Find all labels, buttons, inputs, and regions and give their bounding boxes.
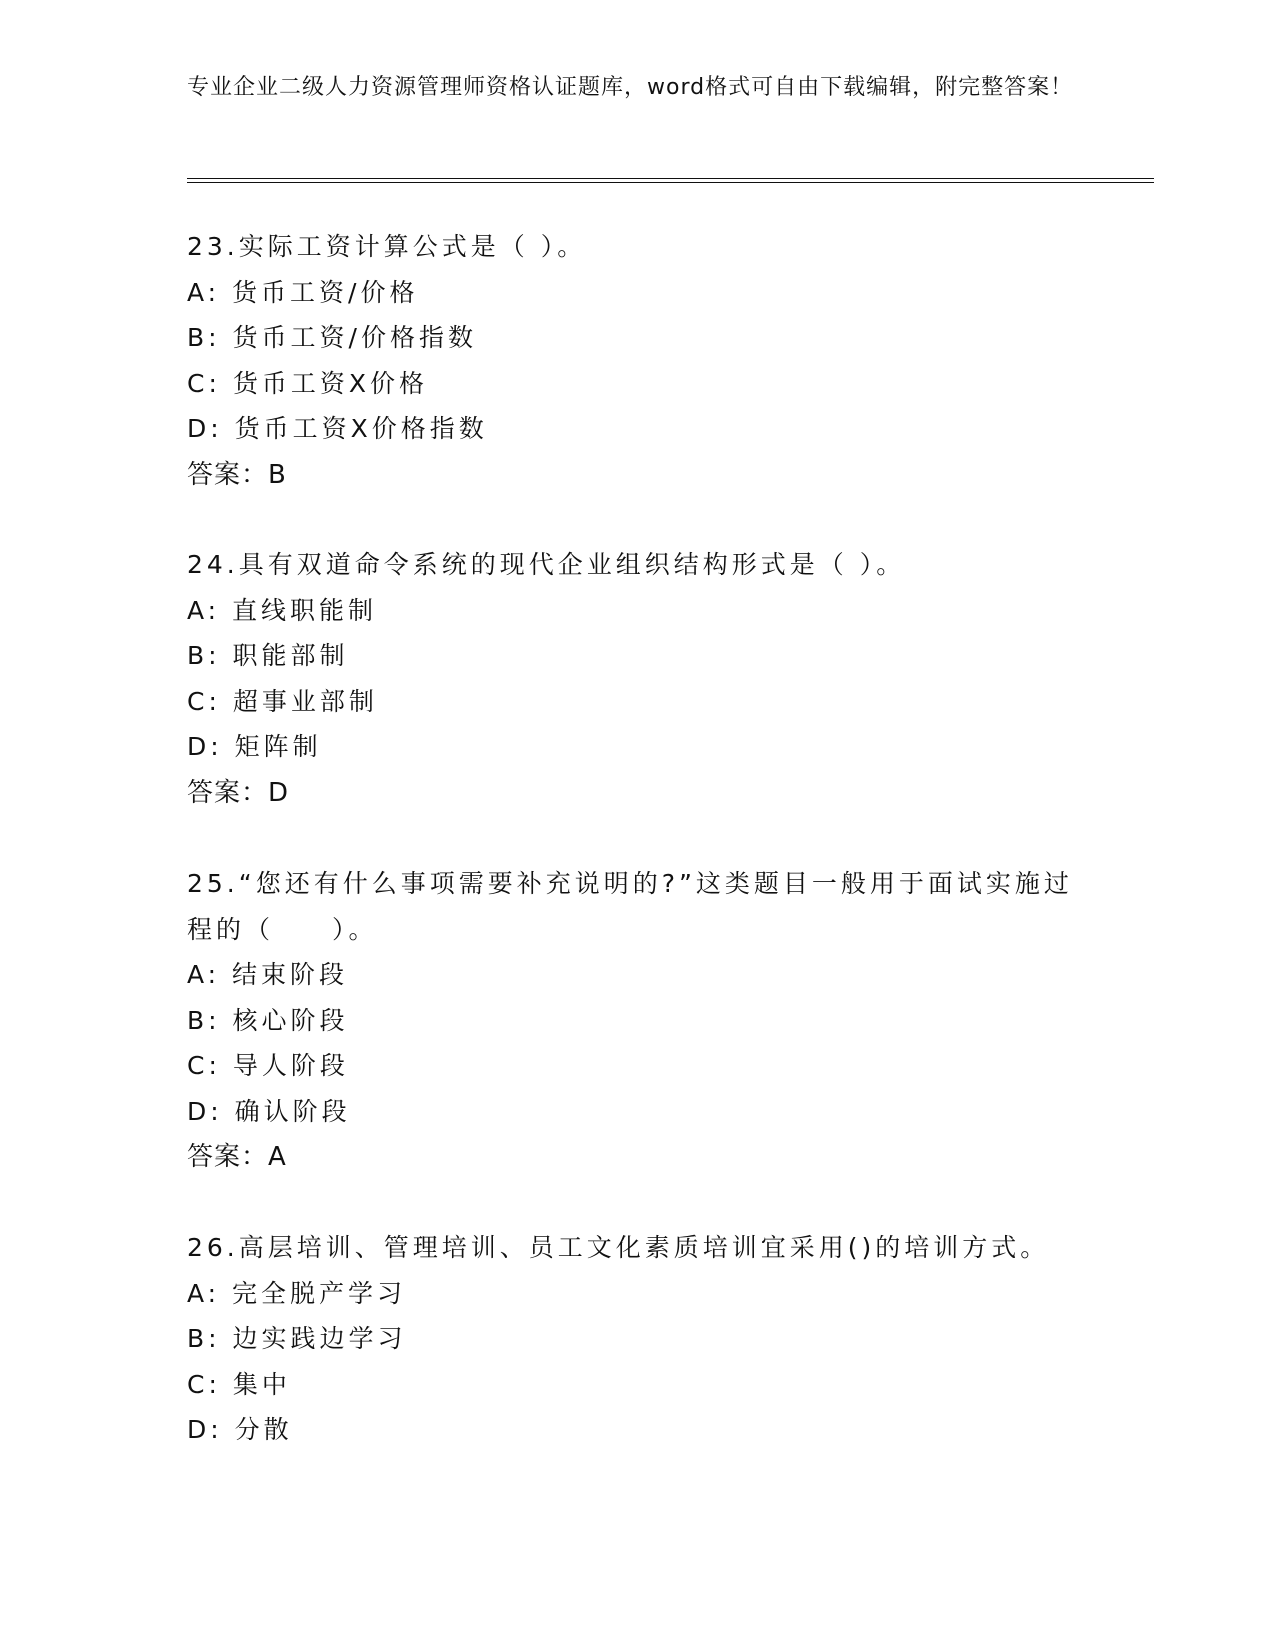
option-a: A: 完全脱产学习 [187, 1278, 407, 1308]
question-stem: 26.高层培训、管理培训、员工文化素质培训宜采用()的培训方式。 [187, 1233, 1050, 1262]
option-c: C: 货币工资X价格 [187, 368, 428, 398]
header-text: 专业企业二级人力资源管理师资格认证题库，word格式可自由下载编辑，附完整答案！ [187, 75, 1074, 100]
option-b: B: 职能部制 [187, 641, 349, 670]
option-b: B: 边实践边学习 [187, 1324, 407, 1353]
question-26 [187, 1225, 1087, 1453]
option-b: B: 货币工资/价格指数 [187, 323, 477, 352]
header-divider [187, 178, 1154, 183]
question-24 [187, 542, 1087, 816]
question-23 [187, 224, 1087, 498]
option-c: C: 导人阶段 [187, 1051, 349, 1080]
option-a: A: 直线职能制 [187, 595, 378, 625]
option-a: A: 结束阶段 [187, 960, 349, 989]
option-c: C: 集中 [187, 1369, 291, 1399]
option-c: C: 超事业部制 [187, 686, 378, 716]
question-stem: 25.“您还有什么事项需要补充说明的?”这类题目一般用于面试实施过程的（ ）。 [187, 869, 1073, 944]
answer: 答案：A [187, 1142, 287, 1172]
question-stem: 23.实际工资计算公式是（ ）。 [187, 232, 587, 261]
option-d: D: 分散 [187, 1415, 293, 1444]
option-d: D: 货币工资X价格指数 [187, 414, 488, 443]
answer: 答案：B [187, 459, 287, 490]
option-a: A: 货币工资/价格 [187, 277, 419, 307]
option-b: B: 核心阶段 [187, 1005, 349, 1035]
question-stem: 24.具有双道命令系统的现代企业组织结构形式是（ ）。 [187, 550, 906, 579]
answer: 答案：D [187, 777, 290, 808]
option-d: D: 确认阶段 [187, 1096, 351, 1126]
option-d: D: 矩阵制 [187, 732, 322, 761]
question-25 [187, 861, 1087, 1180]
